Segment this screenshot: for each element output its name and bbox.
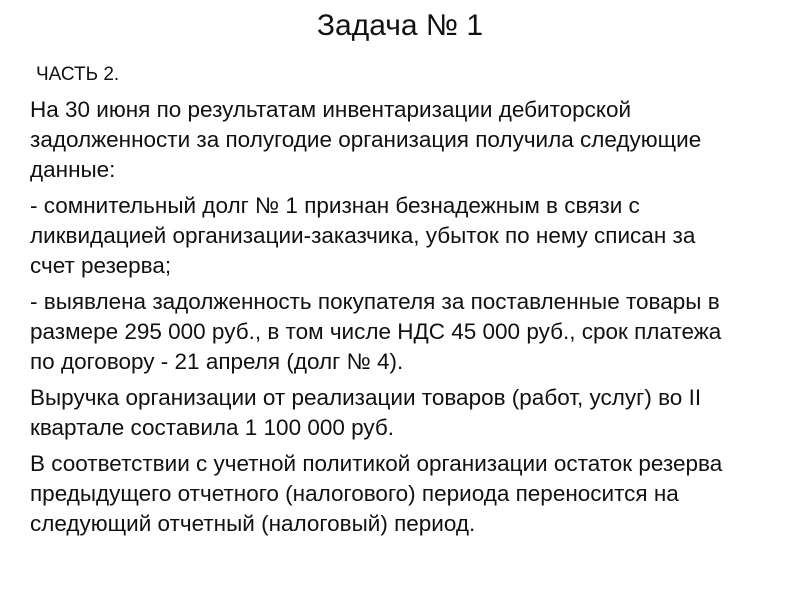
text-line: В соответствии с учетной политикой организации остаток резерва	[30, 451, 723, 476]
slide-title: Задача № 1	[316, 9, 484, 42]
text-line: На 30 июня по результатам инвентаризации дебиторской	[30, 97, 632, 122]
text-line: - сомнительный долг № 1 признан безнадежным в связи с	[30, 193, 640, 218]
text-line: по договору - 21 апреля (долг № 4).	[30, 349, 404, 374]
text-line: Выручка организации от реализации товаров (работ, услуг) во II	[30, 385, 702, 410]
text-line: ликвидацией организации-заказчика, убыток по нему списан за	[30, 223, 696, 248]
text-line: данные:	[30, 157, 116, 182]
part-heading: ЧАСТЬ 2.	[36, 64, 120, 85]
text-line: размере 295 000 руб., в том числе НДС 45 000 руб., срок платежа	[30, 319, 722, 344]
paragraph-accounting-policy	[30, 449, 775, 539]
text-line: предыдущего отчетного (налогового) периода переносится на	[30, 481, 679, 506]
paragraph-doubtful-debt	[30, 191, 775, 281]
text-line: следующий отчетный (налоговый) период.	[30, 511, 476, 536]
text-line: квартале составила 1 100 000 руб.	[30, 415, 395, 440]
paragraph-revenue	[30, 383, 775, 443]
text-line: - выявлена задолженность покупателя за поставленные товары в	[30, 289, 720, 314]
paragraph-buyer-debt	[30, 287, 775, 377]
text-line: счет резерва;	[30, 253, 172, 278]
text-line: задолженности за полугодие организация получила следующие	[30, 127, 702, 152]
paragraph-inventory	[30, 95, 775, 185]
slide-body	[30, 60, 775, 545]
